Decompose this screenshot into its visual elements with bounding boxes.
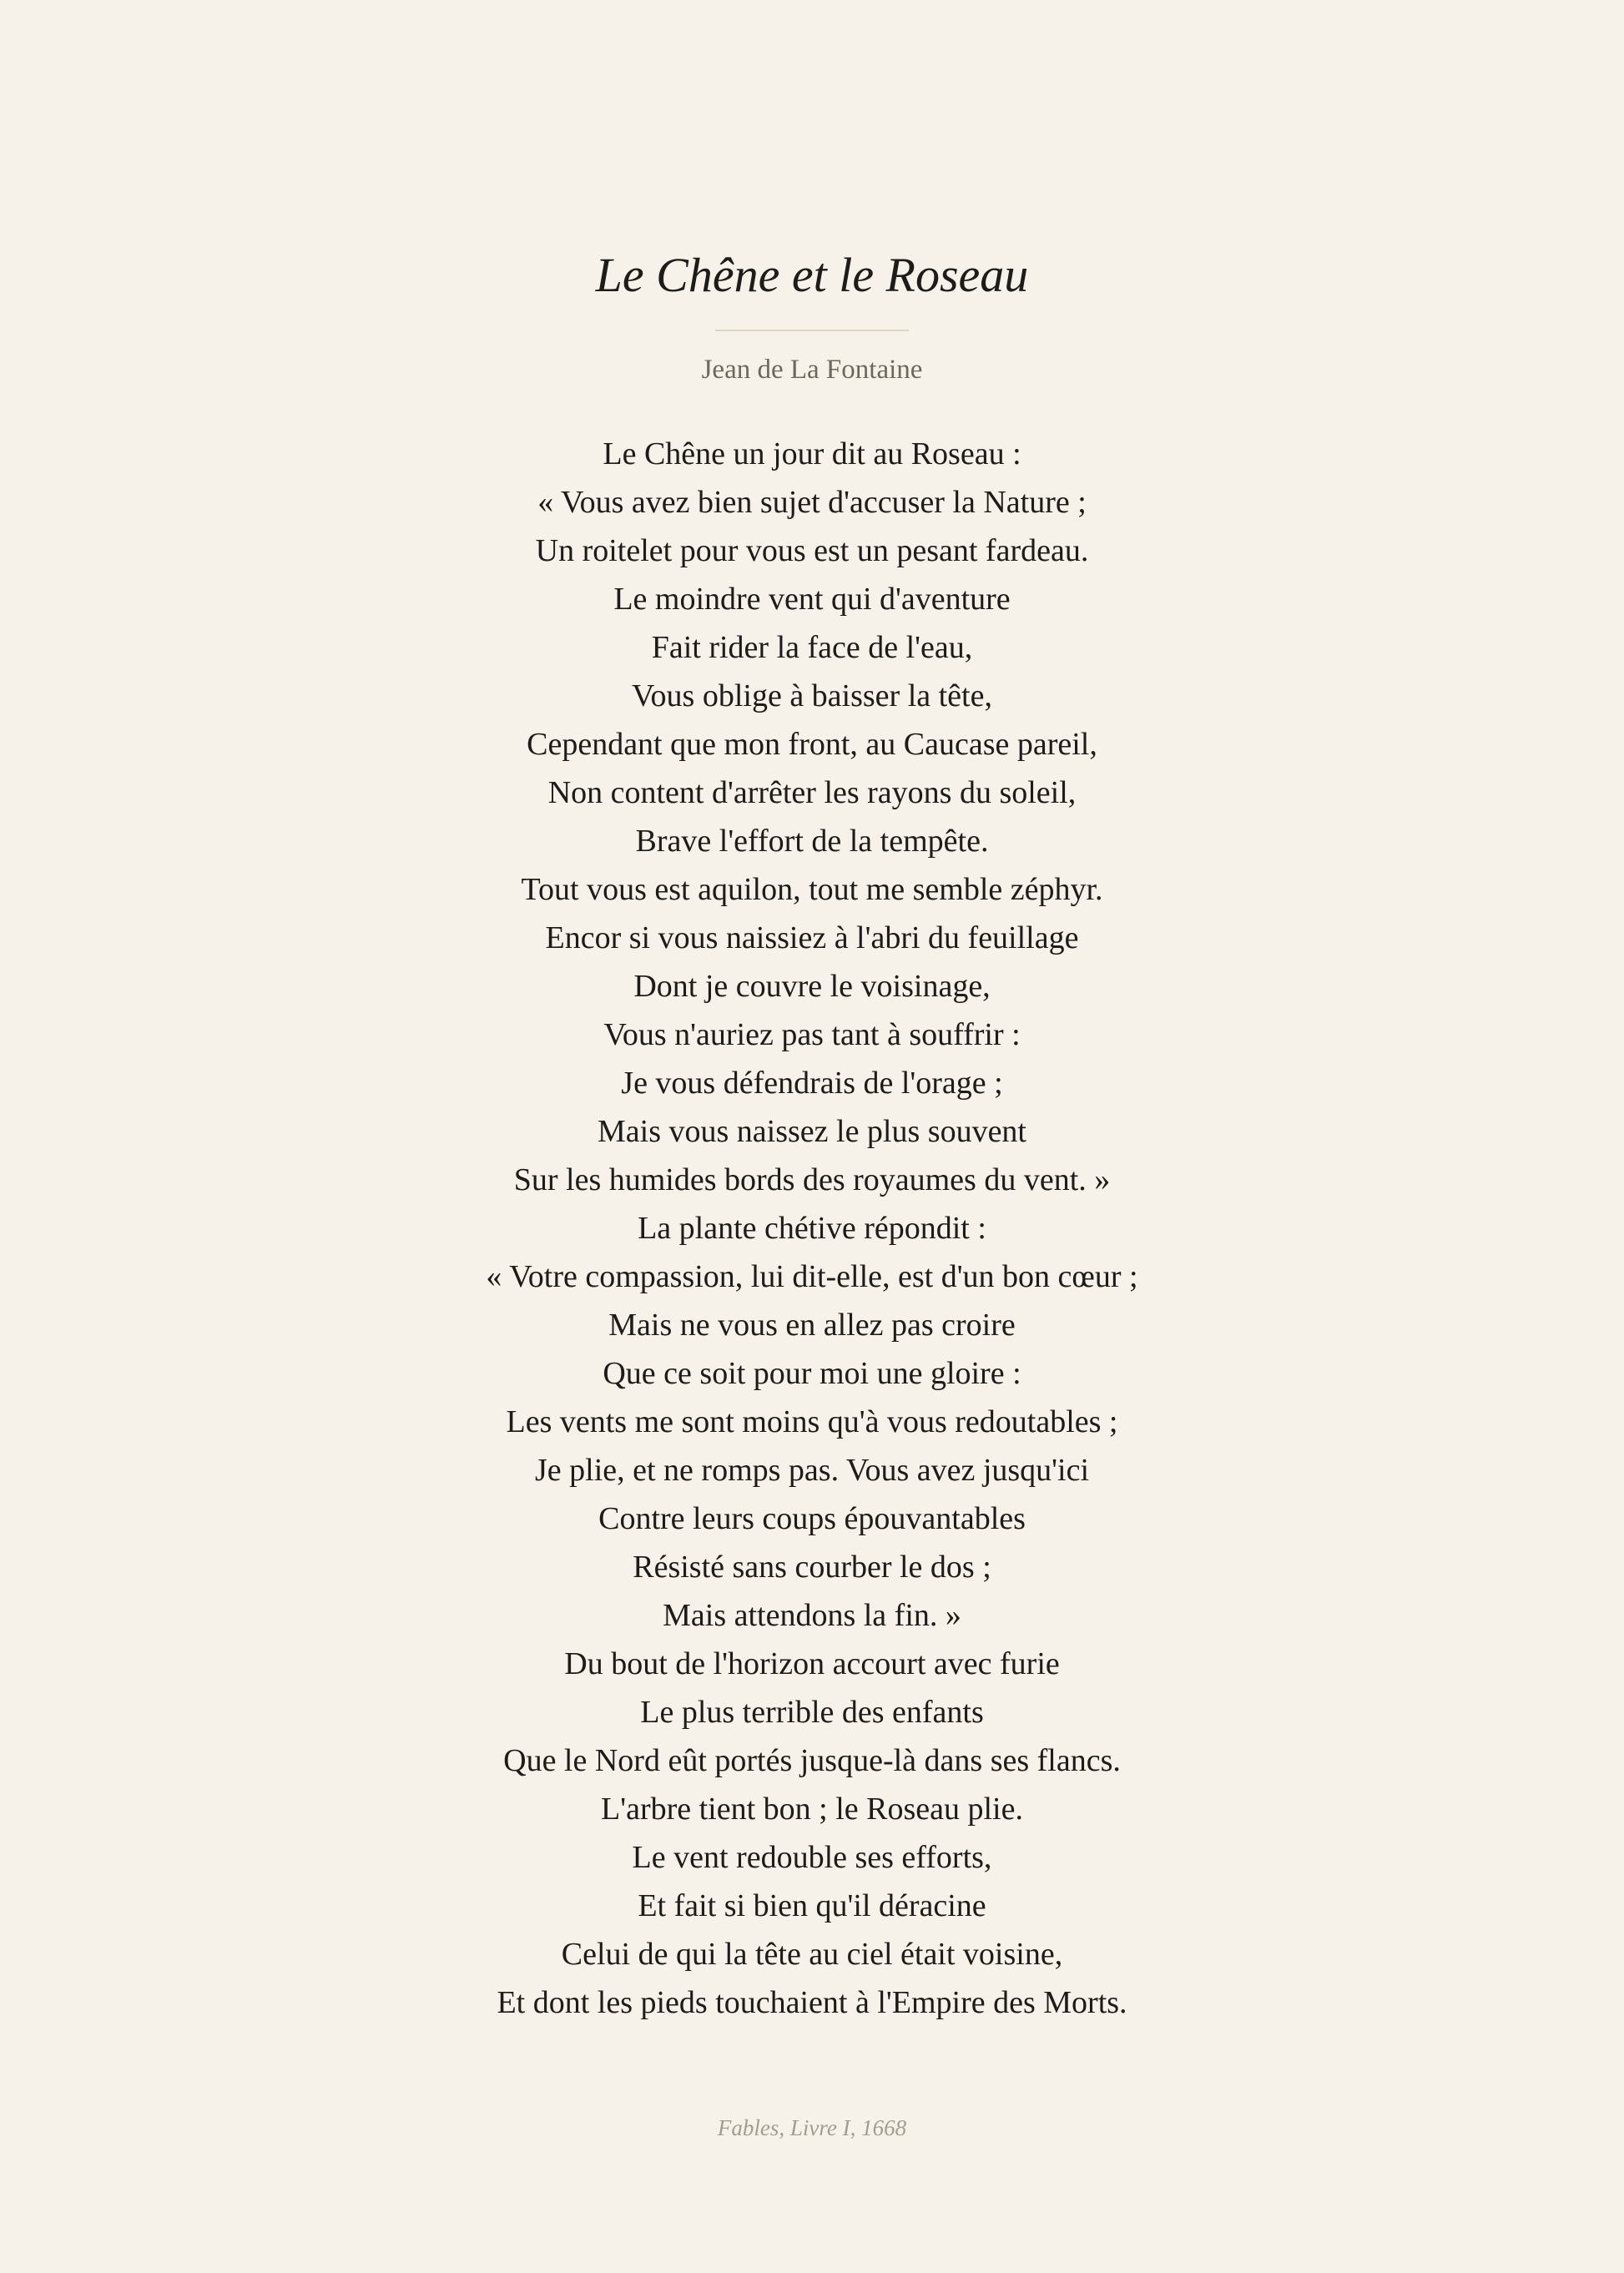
poem-body	[0, 430, 1624, 2027]
verse-line: « Vous avez bien sujet d'accuser la Nature ;	[537, 485, 1087, 520]
verse-line: Un roitelet pour vous est un pesant fardeau.	[535, 533, 1089, 568]
verse-line: Le Chêne un jour dit au Roseau :	[603, 436, 1021, 471]
verse-line: Tout vous est aquilon, tout me semble zéphyr.	[521, 872, 1103, 907]
verse-line: Le vent redouble ses efforts,	[632, 1840, 992, 1875]
verse-line: L'arbre tient bon ; le Roseau plie.	[601, 1792, 1023, 1827]
verse-line: Vous n'auriez pas tant à souffrir :	[603, 1017, 1021, 1052]
verse-line: Les vents me sont moins qu'à vous redoutables ;	[506, 1404, 1118, 1439]
verse-line: Résisté sans courber le dos ;	[633, 1550, 991, 1585]
verse-line: Vous oblige à baisser la tête,	[632, 678, 992, 713]
verse-line: Mais vous naissez le plus souvent	[597, 1114, 1026, 1149]
verse-line: Du bout de l'horizon accourt avec furie	[564, 1646, 1060, 1681]
verse-line: Et fait si bien qu'il déracine	[638, 1888, 986, 1923]
verse-line: Brave l'effort de la tempête.	[635, 824, 989, 859]
verse-line: Cependant que mon front, au Caucase pareil,	[527, 727, 1097, 762]
verse-line: La plante chétive répondit :	[638, 1211, 986, 1246]
verse-line: Je vous défendrais de l'orage ;	[621, 1066, 1003, 1101]
verse-line: Encor si vous naissiez à l'abri du feuillage	[545, 920, 1079, 955]
poem-title: Le Chêne et le Roseau	[595, 248, 1029, 302]
verse-line: Je plie, et ne romps pas. Vous avez jusqu'ici	[535, 1453, 1089, 1488]
title-divider	[715, 330, 909, 331]
verse-line: Mais attendons la fin. »	[663, 1598, 961, 1633]
verse-line: Sur les humides bords des royaumes du vent. »	[513, 1162, 1111, 1197]
poem-author: Jean de La Fontaine	[701, 355, 923, 385]
verse-line: Que le Nord eût portés jusque-là dans ses flancs.	[503, 1743, 1121, 1778]
verse-line: Le moindre vent qui d'aventure	[613, 582, 1011, 617]
verse-line: Dont je couvre le voisinage,	[633, 969, 991, 1004]
verse-line: Mais ne vous en allez pas croire	[608, 1308, 1016, 1343]
verse-line: Fait rider la face de l'eau,	[651, 630, 973, 665]
verse-line: Non content d'arrêter les rayons du soleil,	[547, 775, 1077, 810]
verse-line: Contre leurs coups épouvantables	[598, 1501, 1026, 1536]
verse-line: Et dont les pieds touchaient à l'Empire des Morts.	[497, 1985, 1127, 2020]
verse-line: Le plus terrible des enfants	[640, 1695, 984, 1730]
poem-source: Fables, Livre I, 1668	[717, 2115, 907, 2140]
verse-line: Que ce soit pour moi une gloire :	[603, 1356, 1021, 1391]
verse-line: Celui de qui la tête au ciel était voisine,	[561, 1937, 1063, 1972]
verse-line: « Votre compassion, lui dit-elle, est d'un bon cœur ;	[486, 1259, 1138, 1294]
